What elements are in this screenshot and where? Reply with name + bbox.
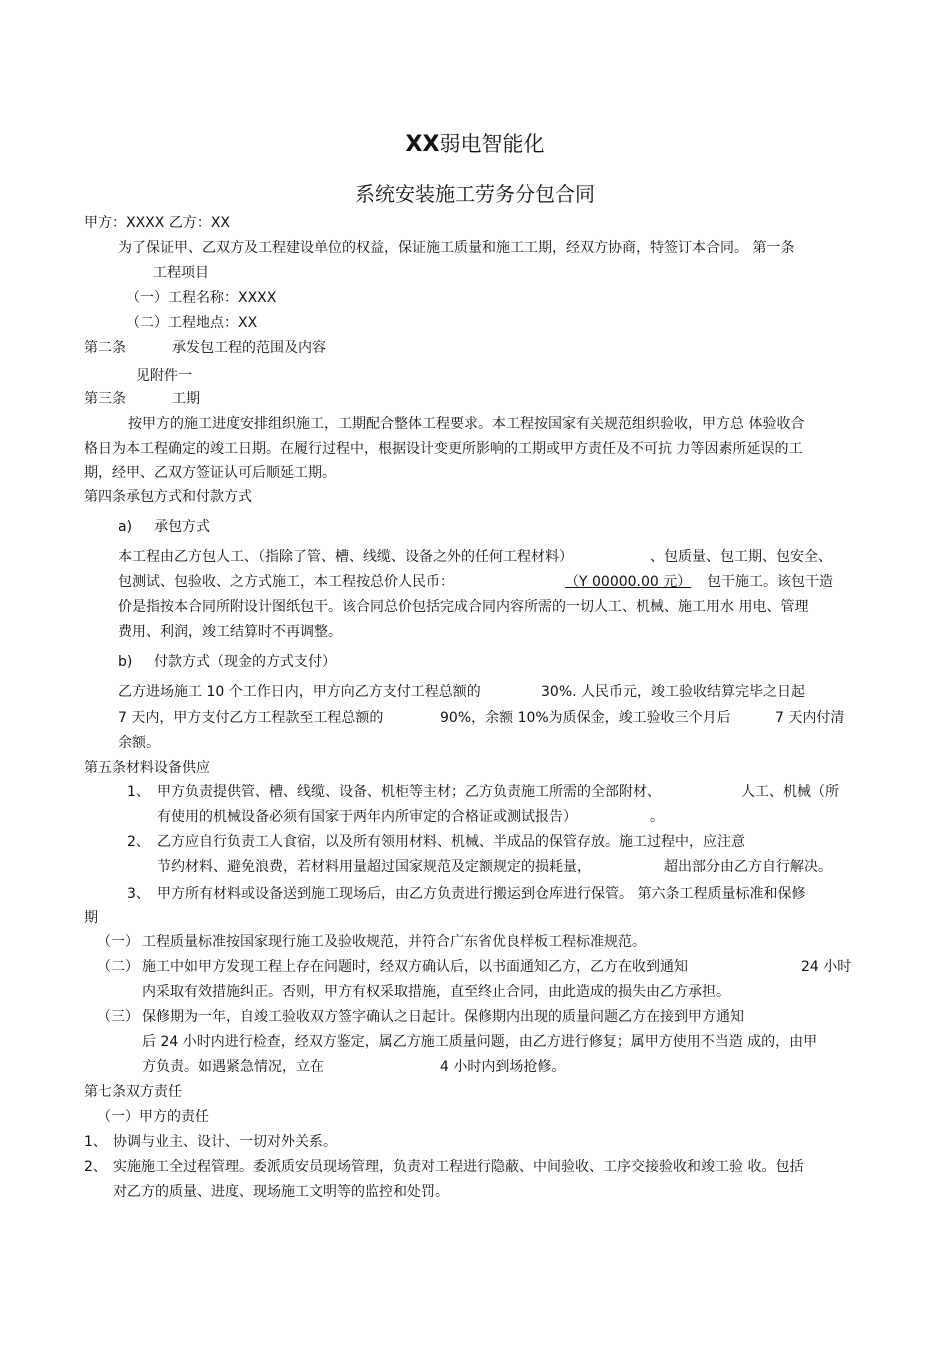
clause-5-item-text: 甲方负责提供管、槽、线缆、设备、机柜等主材；乙方负责施工所需的全部附材、 [157,784,661,800]
clause-6-item-text: 保修期为一年，自竣工验收双方签字确认之日起计。保修期内出现的质量问题乙方在接到甲方通知 [142,1009,744,1025]
clause-3-line: 按甲方的施工进度安排组织施工，工期配合整体工程要求。本工程按国家有关规范组织验收，甲方总 体验收合 [128,416,805,432]
clause-5-item-number: 2、 [127,834,150,850]
clause-6-item-number: （一） [97,934,139,950]
clause-5-item-tail: 超出部分由乙方自行解决。 [664,859,832,875]
clause-4b-line-mid: 90%，余额 10%为质保金，竣工验收三个月后 [440,710,731,726]
clause-6-heading-tail: 期 [84,910,98,926]
document-title [0,131,950,158]
clause-6-item-number: （三） [97,1009,139,1025]
clause-4b-line: 乙方进场施工 10 个工作日内，甲方向乙方支付工程总额的 [118,684,481,700]
clause-7-item-number: 1、 [84,1134,107,1150]
clause-6-item-text: 方负责。如遇紧急情况，立在 [142,1059,324,1075]
clause-4a-line-tail: 、包质量、包工期、包安全、 [650,549,832,565]
clause-7-heading: 第七条双方责任 [84,1084,182,1100]
clause-7-item-number: 2、 [84,1159,107,1175]
clause-5-item-text: 有使用的机械设备必须有国家于两年内所审定的合格证或测试报告） [157,809,577,825]
clause-5-item-text: 乙方应自行负责工人食宿，以及所有领用材料、机械、半成品的保管存放。施工过程中，应注意 [157,834,745,850]
clause-6-item-tail: 4 小时内到场抢修。 [440,1059,566,1075]
clause-5-item-text: 节约材料、避免浪费，若材料用量超过国家规范及定额规定的损耗量， [157,859,591,875]
clause-4b-line: 7 天内，甲方支付乙方工程款至工程总额的 [118,710,384,726]
clause-4b-line-tail: 7 天内付清 [775,710,845,726]
contract-price: （Y 00000.00 元） [565,574,692,590]
clause-3-line: 格日为本工程确定的竣工日期。在履行过程中，根据设计变更所影响的工期或甲方责任及不可抗 力等因素所延误的工 [84,441,803,457]
clause-4b-title: 付款方式（现金的方式支付） [154,654,336,670]
clause-7-subheading: （一）甲方的责任 [97,1109,209,1125]
clause-7-item-text: 对乙方的质量、进度、现场施工文明等的监控和处罚。 [113,1184,449,1200]
clause-2-title: 承发包工程的范围及内容 [172,340,326,356]
clause-4b-line-tail: 30%. 人民币元，竣工验收结算完毕之日起 [541,684,806,700]
clause-2-number: 第二条 [84,340,126,356]
clause-6-item-number: （二） [97,959,139,975]
clause-3-line: 期，经甲、乙双方签证认可后顺延工期。 [84,465,336,481]
clause-4a-line-tail: 包干施工。该包干造 [707,574,833,590]
clause-5-heading: 第五条材料设备供应 [84,760,210,776]
clause-4-heading: 第四条承包方式和付款方式 [84,489,252,505]
clause-4b-label: b) [118,654,133,670]
project-name: （一）工程名称：XXXX [126,290,277,306]
preamble-line: 为了保证甲、乙双方及工程建设单位的权益，保证施工质量和施工工期，经双方协商，特签订本合同。 第一条 [118,240,795,256]
clause-4a-label: a) [118,519,133,535]
clause-6-item-text: 后 24 小时内进行检查，经双方鉴定，属乙方施工质量问题，由乙方进行修复；属甲方使用不当造 成的，由甲 [142,1034,818,1050]
clause-4a-line: 本工程由乙方包人工、（指除了管、槽、线缆、设备之外的任何工程材料） [118,549,573,565]
clause-7-item-text: 实施施工全过程管理。委派质安员现场管理，负责对工程进行隐蔽、中间验收、工序交接验收和竣工验 收。包括 [113,1159,804,1175]
clause-5-item-number: 1、 [127,784,150,800]
clause-5-item-number: 3、 [127,886,150,902]
clause-6-item-text: 内采取有效措施纠正。否则，甲方有权采取措施，直至终止合同，由此造成的损失由乙方承担。 [142,984,730,1000]
parties-line: 甲方：XXXX 乙方：XX [84,215,230,231]
clause-7-item-text: 协调与业主、设计、一切对外关系。 [113,1134,337,1150]
clause-4a-title: 承包方式 [154,519,210,535]
clause-3-number: 第三条 [84,391,126,407]
clause-4a-line: 价是指按本合同所附设计图纸包干。该合同总价包括完成合同内容所需的一切人工、机械、施工用水 用电、管理 [118,599,809,615]
clause-5-item-tail: 。 [650,809,664,825]
clause-3-title: 工期 [172,391,200,407]
clause-4a-line: 费用、利润，竣工结算时不再调整。 [118,624,342,640]
clause-2-body: 见附件一 [136,368,192,384]
clause-6-item-text: 施工中如甲方发现工程上存在问题时，经双方确认后，以书面通知乙方，乙方在收到通知 [142,959,688,975]
clause-5-item-text: 甲方所有材料或设备送到施工现场后，由乙方负责进行搬运到仓库进行保管。 第六条工程质量标准和保修 [157,886,806,902]
clause-1-heading: 工程项目 [153,265,209,281]
clause-6-item-text: 工程质量标准按国家现行施工及验收规范，并符合广东省优良样板工程标准规范。 [142,934,646,950]
clause-5-item-tail: 人工、机械（所 [741,784,839,800]
clause-4b-line: 余额。 [118,735,160,751]
title-xx: XX [405,132,440,157]
project-location: （二）工程地点：XX [126,315,258,331]
clause-4a-line: 包测试、包验收、之方式施工，本工程按总价人民币： [118,574,454,590]
document-subtitle: 系统安装施工劳务分包合同 [355,182,595,206]
title-main: 弱电智能化 [439,132,545,156]
clause-6-item-tail: 24 小时 [801,959,852,975]
